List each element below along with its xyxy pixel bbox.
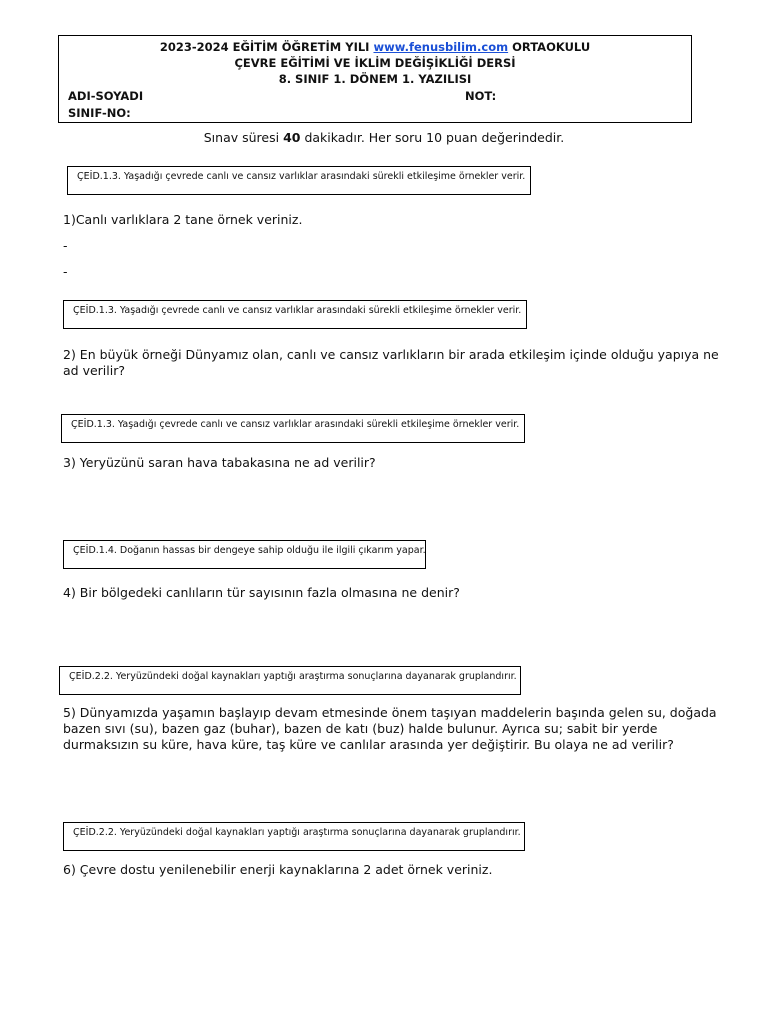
answer-dash-1: - — [63, 238, 68, 253]
exam-header — [58, 35, 692, 123]
class-number-label: SINIF-NO: — [68, 106, 131, 120]
header-year-text: 2023-2024 EĞİTİM ÖĞRETİM YILI — [159, 40, 374, 54]
outcome-box-1: ÇEİD.1.3. Yaşadığı çevrede canlı ve cansız varlıklar arasındaki sürekli etkileşime örnekler verir. — [67, 166, 531, 195]
outcome-box-2: ÇEİD.1.3. Yaşadığı çevrede canlı ve cansız varlıklar arasındaki sürekli etkileşime örnekler verir. — [63, 300, 527, 329]
school-website-link[interactable]: www.fenusbilim.com — [373, 40, 509, 54]
instructions-suffix: dakikadır. Her soru 10 puan değerindedir. — [300, 130, 565, 145]
question-6: 6) Çevre dostu yenilenebilir enerji kaynaklarına 2 adet örnek veriniz. — [63, 862, 493, 877]
header-course-title: ÇEVRE EĞİTİMİ VE İKLİM DEĞİŞİKLİĞİ DERSİ — [234, 56, 516, 70]
question-1: 1)Canlı varlıklara 2 tane örnek veriniz. — [63, 212, 303, 227]
outcome-box-4: ÇEİD.1.4. Doğanın hassas bir dengeye sahip olduğu ile ilgili çıkarım yapar. — [63, 540, 426, 569]
exam-instructions — [0, 130, 768, 146]
exam-duration-minutes: 40 — [283, 130, 301, 145]
question-2: 2) En büyük örneği Dünyamız olan, canlı ve cansız varlıkların bir arada etkileşim içinde olduğu yapıya ne ad verilir? — [63, 347, 719, 378]
outcome-box-5: ÇEİD.2.2. Yeryüzündeki doğal kaynakları yaptığı araştırma sonuçlarına dayanarak gruplandırır. — [59, 666, 521, 695]
outcome-box-3: ÇEİD.1.3. Yaşadığı çevrede canlı ve cansız varlıklar arasındaki sürekli etkileşime örnekler verir. — [61, 414, 525, 443]
header-school-line — [59, 40, 691, 54]
student-name-label: ADI-SOYADI — [68, 89, 144, 103]
answer-dash-2: - — [63, 264, 68, 279]
header-school-suffix: ORTAOKULU — [508, 40, 591, 54]
header-exam-title: 8. SINIF 1. DÖNEM 1. YAZILISI — [278, 72, 472, 86]
instructions-prefix: Sınav süresi — [203, 130, 284, 145]
outcome-box-6: ÇEİD.2.2. Yeryüzündeki doğal kaynakları yaptığı araştırma sonuçlarına dayanarak gruplandırır. — [63, 822, 525, 851]
question-5: 5) Dünyamızda yaşamın başlayıp devam etmesinde önem taşıyan maddelerin başında gelen su, doğada bazen sıvı (su), bazen gaz (buhar), bazen de katı (buz) halde bulunur. Ayrıca su; sabit bir yerde durmaksızın su küre, hava küre, taş küre ve canlılar arasında yer değiştirir. Bu olaya ne ad verilir? — [63, 705, 717, 752]
question-4: 4) Bir bölgedeki canlıların tür sayısının fazla olmasına ne denir? — [63, 585, 460, 600]
question-3: 3) Yeryüzünü saran hava tabakasına ne ad verilir? — [63, 455, 376, 470]
grade-label: NOT: — [465, 89, 497, 103]
